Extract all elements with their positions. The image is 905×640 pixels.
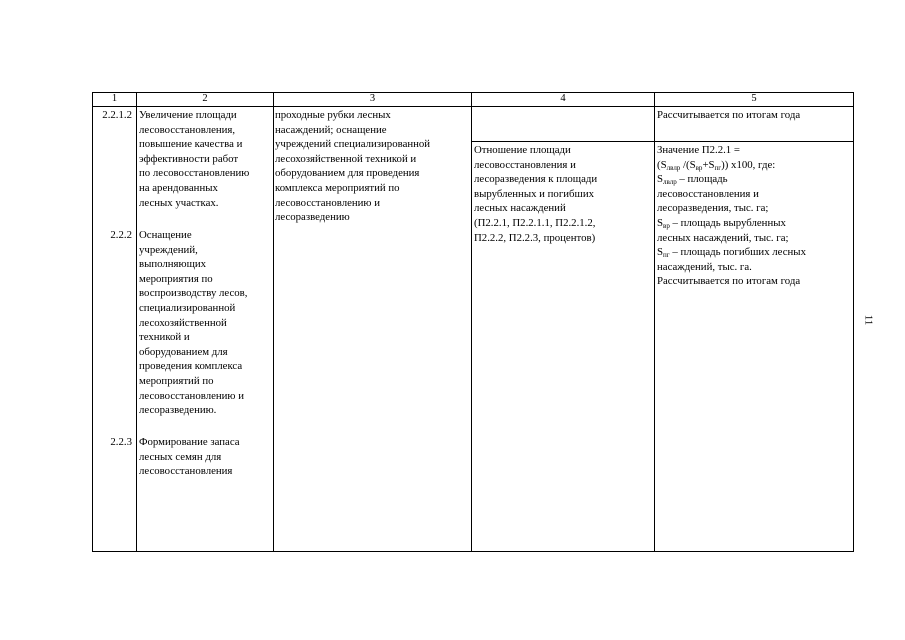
row-name-line: лесных семян для <box>139 450 222 463</box>
col5-top-note: Рассчитывается по итогам года <box>657 109 801 121</box>
column-divider-3 <box>471 92 472 552</box>
col4-line: П2.2.2, П2.2.3, процентов) <box>474 231 596 244</box>
row-name-line: лесохозяйственной <box>139 316 227 329</box>
row-name-line: выполняющих <box>139 258 207 271</box>
row-name-line: лесовосстановлению и <box>139 389 244 402</box>
row-name-line: эффективности работ <box>139 152 239 165</box>
row-name-line: лесных участках. <box>139 196 219 209</box>
header-col-4: 4 <box>560 93 566 104</box>
row-name-line: учреждений, <box>139 243 198 256</box>
table-border-left <box>92 92 93 552</box>
row-name-line: воспроизводству лесов, <box>139 287 248 300</box>
page-number: 11 <box>862 314 875 326</box>
row-name-line: оборудованием для <box>139 345 228 358</box>
row-name-line: проведения комплекса <box>139 360 243 373</box>
definition-line: лесовосстановления и <box>657 187 759 200</box>
header-divider <box>92 106 854 107</box>
row-name-line: специализированной <box>139 302 236 314</box>
inner-row-divider <box>471 141 854 142</box>
col4-line: лесоразведения к площади <box>474 173 598 186</box>
row-name-line: Оснащение <box>139 229 192 241</box>
row-name-line: техникой и <box>139 331 190 344</box>
header-col-5: 5 <box>751 93 757 104</box>
definition-line: $S_{вр}$ – площадь вырубленных <box>657 217 786 230</box>
row-number: 2.2.1.2 <box>102 109 132 121</box>
row-name-line: лесовосстановления, <box>139 123 236 136</box>
col3-line: оборудованием для проведения <box>275 167 420 180</box>
row-name-line: мероприятий по <box>139 375 214 387</box>
header-col-3: 3 <box>369 93 376 104</box>
definition-line: насаждений, тыс. га. <box>657 260 752 273</box>
indicator-table <box>92 92 854 552</box>
formula-title: Значение П2.2.1 = <box>657 144 740 156</box>
col3-line: проходные рубки лесных <box>275 109 391 121</box>
row-name-line: Увеличение площади <box>139 109 237 121</box>
col3-line: лесоразведению <box>275 211 350 224</box>
formula-expression: ($S_{лвлр}$ $/(S_{вр}+S_{пг})$) х100, где: <box>657 158 776 172</box>
row-name-line: лесовосстановления <box>139 465 233 478</box>
col3-line: лесовосстановлению и <box>275 196 380 209</box>
column-divider-4 <box>654 92 655 552</box>
definition-line: лесоразведения, тыс. га; <box>657 202 769 215</box>
col3-line: насаждений; оснащение <box>275 123 387 136</box>
row-number: 2.2.3 <box>110 436 132 448</box>
row-name-line: мероприятия по <box>139 272 213 285</box>
definition-line: $S_{лвлр}$ – площадь <box>657 173 728 187</box>
column-divider-1 <box>136 92 137 552</box>
header-col-2: 2 <box>202 93 208 104</box>
col3-line: комплекса мероприятий по <box>275 182 400 194</box>
table-border-right <box>853 92 854 552</box>
col4-line: лесных насаждений <box>474 202 566 215</box>
row-name-line: по лесовосстановлению <box>139 167 250 180</box>
col4-line: вырубленных и погибших <box>474 187 595 200</box>
header-col-1: 1 <box>111 93 118 104</box>
definition-line: $S_{пг}$ – площадь погибших лесных <box>657 246 806 260</box>
col4-line: лесовосстановления и <box>474 158 576 171</box>
col4-line: Отношение площади <box>474 144 571 156</box>
table-border-bottom <box>92 551 854 552</box>
definition-line: лесных насаждений, тыс. га; <box>657 231 789 244</box>
col5-footer-note: Рассчитывается по итогам года <box>657 275 801 288</box>
column-divider-2 <box>273 92 274 552</box>
row-name-line: повышение качества и <box>139 138 243 151</box>
row-number: 2.2.2 <box>110 229 132 241</box>
col3-line: лесохозяйственной техникой и <box>275 152 417 165</box>
col4-line: (П2.2.1, П2.2.1.1, П2.2.1.2, <box>474 217 596 229</box>
row-name-line: на арендованных <box>139 182 218 194</box>
row-name-line: лесоразведению. <box>139 404 217 417</box>
col3-line: учреждений специализированной <box>275 138 431 151</box>
row-name-line: Формирование запаса <box>139 436 240 448</box>
